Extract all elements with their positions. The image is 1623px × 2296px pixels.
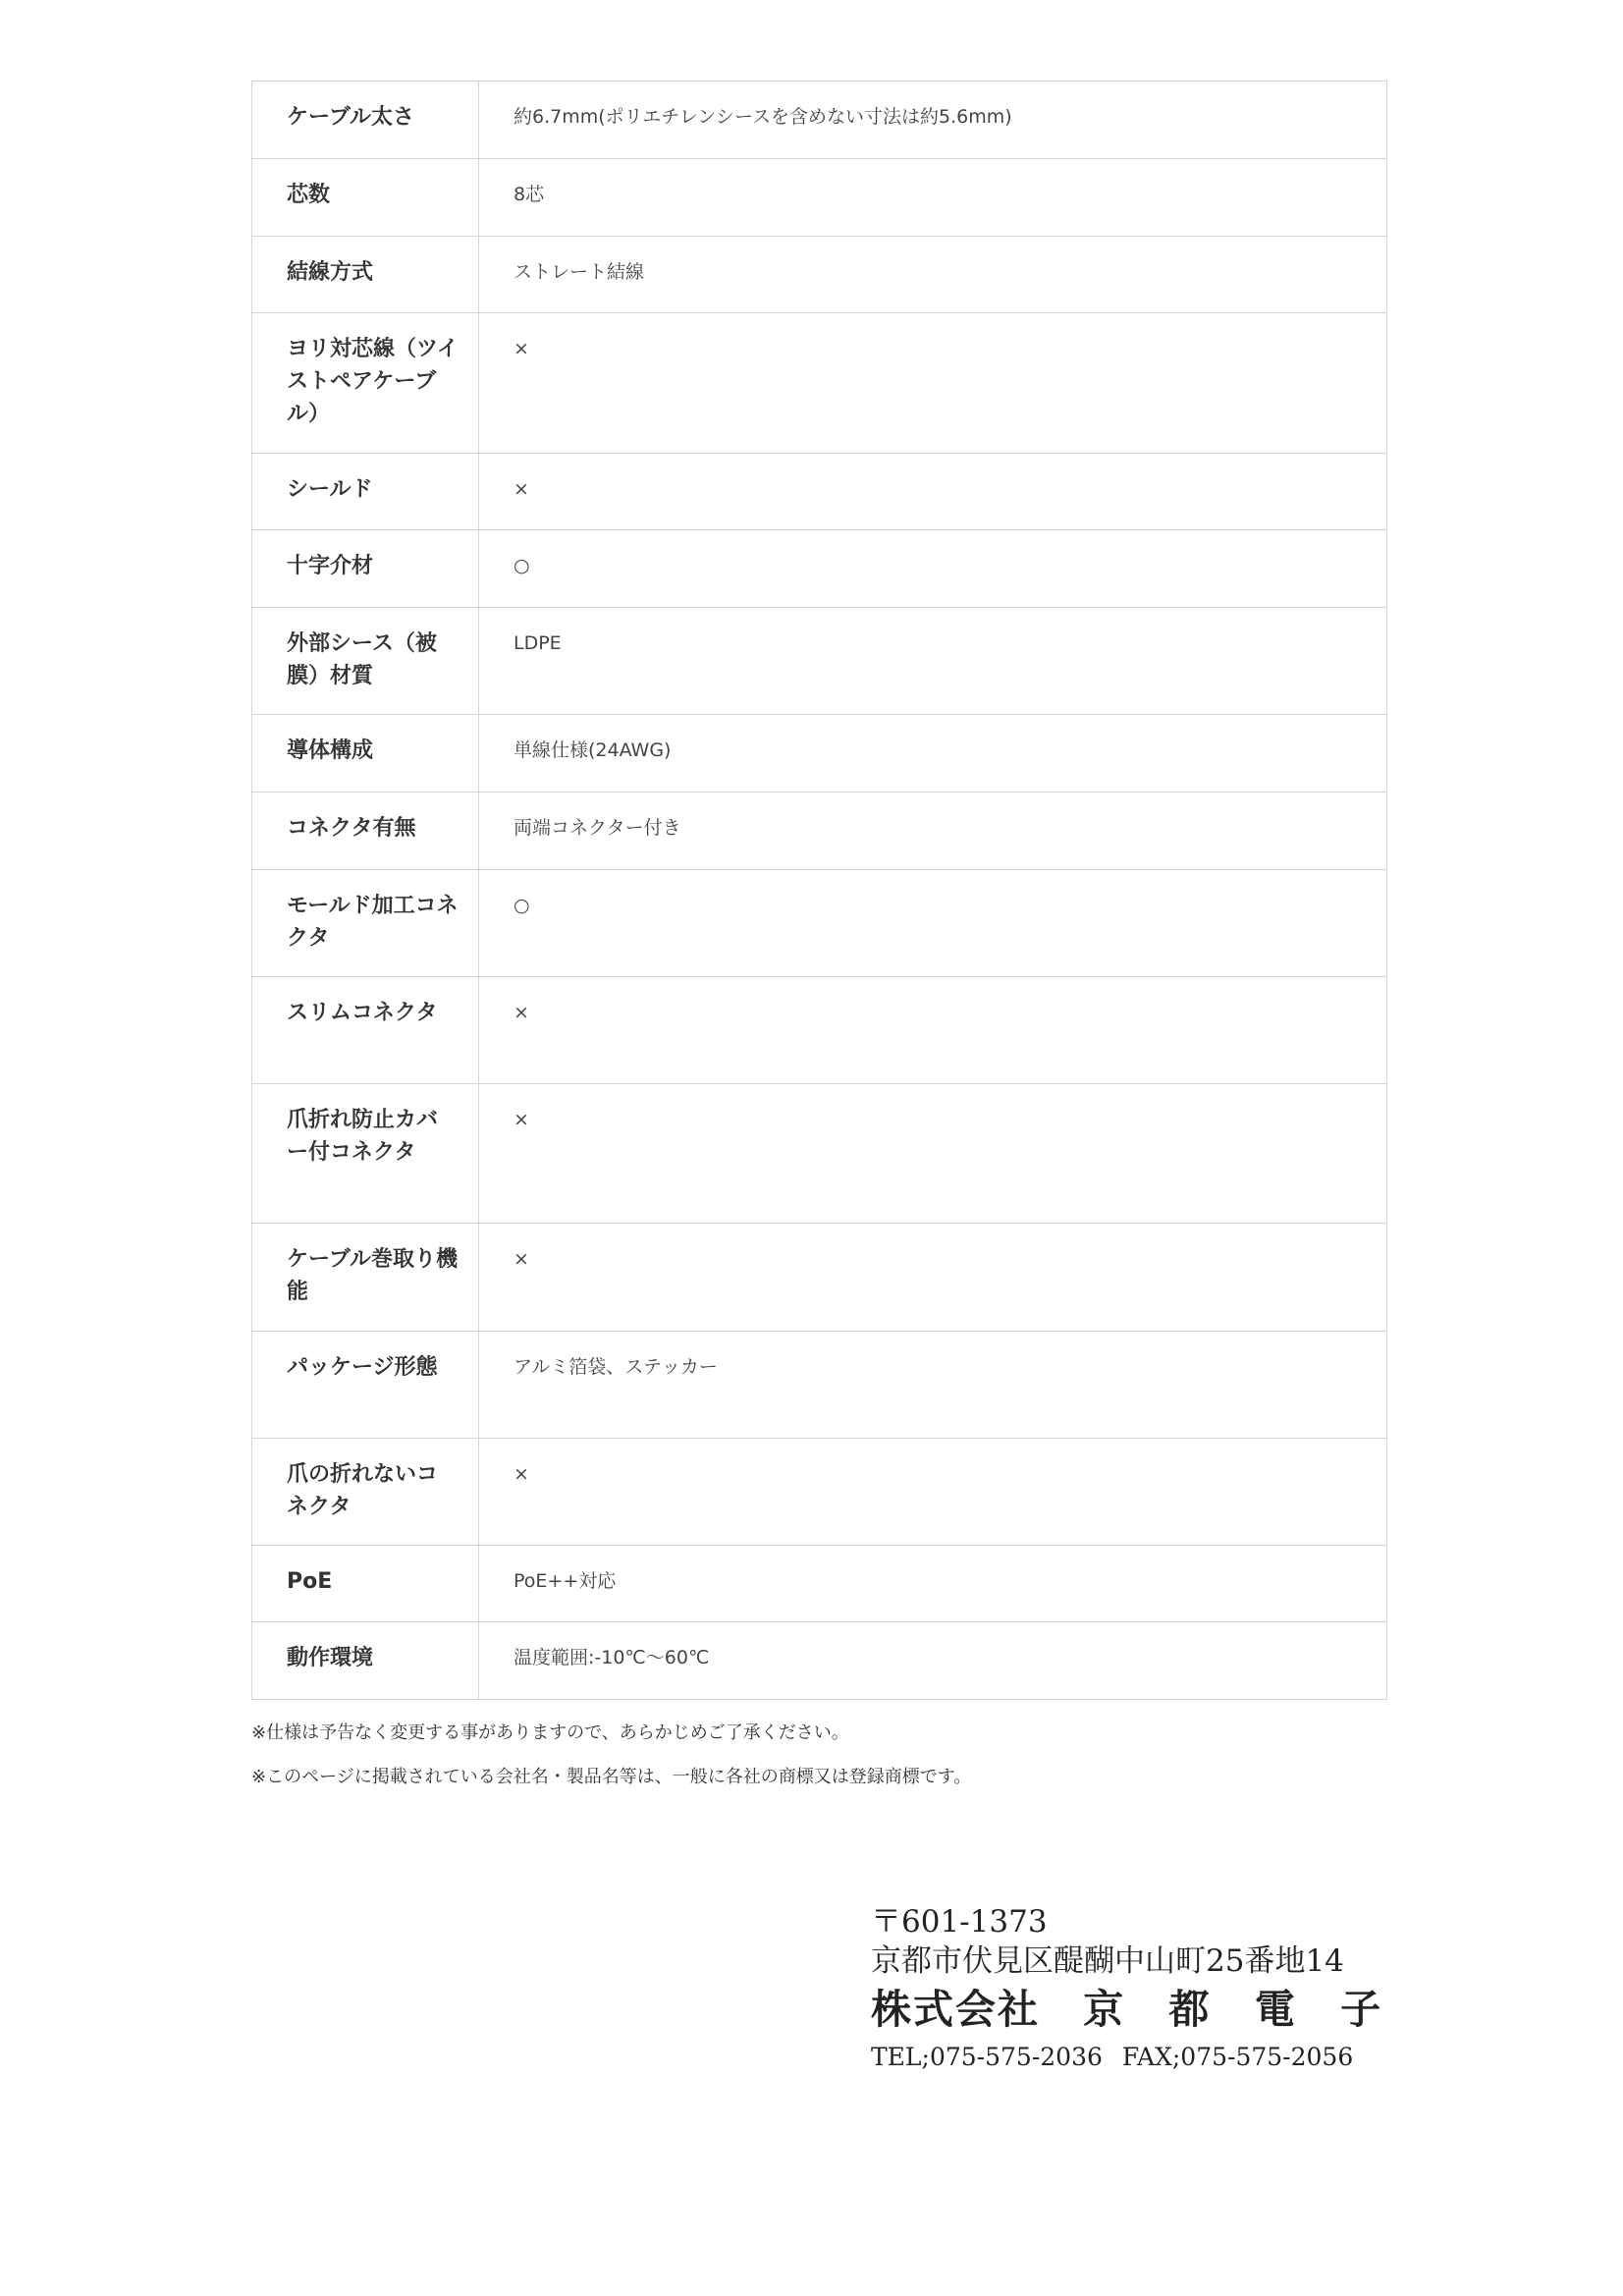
row-value: ×	[479, 454, 1387, 530]
row-value: 約6.7mm(ポリエチレンシースを含めない寸法は約5.6mm)	[479, 82, 1387, 159]
row-value: アルミ箔袋、ステッカー	[479, 1332, 1387, 1439]
row-label: 外部シース（被膜）材質	[252, 608, 479, 715]
row-value: ×	[479, 313, 1387, 454]
row-value: 両端コネクター付き	[479, 793, 1387, 870]
postal-code: 〒601-1373	[871, 1904, 1048, 1940]
table-row	[252, 159, 1387, 237]
row-label: PoE	[252, 1546, 479, 1622]
row-value: PoE++対応	[479, 1546, 1387, 1622]
row-label: モールド加工コネクタ	[252, 870, 479, 977]
company-address: 京都市伏見区醍醐中山町25番地14	[871, 1943, 1344, 1979]
table-row	[252, 715, 1387, 793]
row-value: ×	[479, 1439, 1387, 1546]
row-label: シールド	[252, 454, 479, 530]
table-row	[252, 454, 1387, 530]
row-label: コネクタ有無	[252, 793, 479, 870]
row-label: スリムコネクタ	[252, 977, 479, 1084]
row-label: 爪折れ防止カバー付コネクタ	[252, 1084, 479, 1224]
row-label: 導体構成	[252, 715, 479, 793]
row-value: 単線仕様(24AWG)	[479, 715, 1387, 793]
disclaimer-notes	[251, 1711, 971, 1799]
note-trademark: ※このページに掲載されている会社名・製品名等は、一般に各社の商標又は登録商標です。	[251, 1767, 972, 1787]
row-label: ケーブル太さ	[252, 82, 479, 159]
company-info	[871, 1902, 1382, 2077]
row-label: ケーブル巻取り機能	[252, 1224, 479, 1332]
row-value: ストレート結線	[479, 237, 1387, 313]
company-contact: TEL;075-575-2036 FAX;075-575-2056	[871, 2043, 1354, 2071]
table-row	[252, 870, 1387, 977]
row-label: 爪の折れないコネクタ	[252, 1439, 479, 1546]
row-label: パッケージ形態	[252, 1332, 479, 1439]
table-row	[252, 313, 1387, 454]
row-value: 8芯	[479, 159, 1387, 237]
row-label: 十字介材	[252, 530, 479, 608]
row-value: ×	[479, 977, 1387, 1084]
row-label: 動作環境	[252, 1622, 479, 1700]
row-value: ○	[479, 530, 1387, 608]
row-label: 芯数	[252, 159, 479, 237]
row-value: ○	[479, 870, 1387, 977]
row-value: 温度範囲:-10℃～60℃	[479, 1622, 1387, 1700]
spec-table	[251, 81, 1387, 1700]
table-row	[252, 1622, 1387, 1700]
row-value: LDPE	[479, 608, 1387, 715]
table-row	[252, 1224, 1387, 1332]
row-label: ヨリ対芯線（ツイストペアケーブル）	[252, 313, 479, 454]
row-value: ×	[479, 1224, 1387, 1332]
table-row	[252, 793, 1387, 870]
table-row	[252, 977, 1387, 1084]
table-row	[252, 530, 1387, 608]
table-row	[252, 1439, 1387, 1546]
table-row	[252, 237, 1387, 313]
table-row	[252, 1546, 1387, 1622]
table-row	[252, 608, 1387, 715]
table-row	[252, 82, 1387, 159]
table-row	[252, 1084, 1387, 1224]
note-spec-change: ※仕様は予告なく変更する事がありますので、あらかじめご了承ください。	[251, 1722, 849, 1743]
row-label: 結線方式	[252, 237, 479, 313]
table-row	[252, 1332, 1387, 1439]
row-value: ×	[479, 1084, 1387, 1224]
company-name: 株式会社 京 都 電 子	[871, 1986, 1383, 2033]
